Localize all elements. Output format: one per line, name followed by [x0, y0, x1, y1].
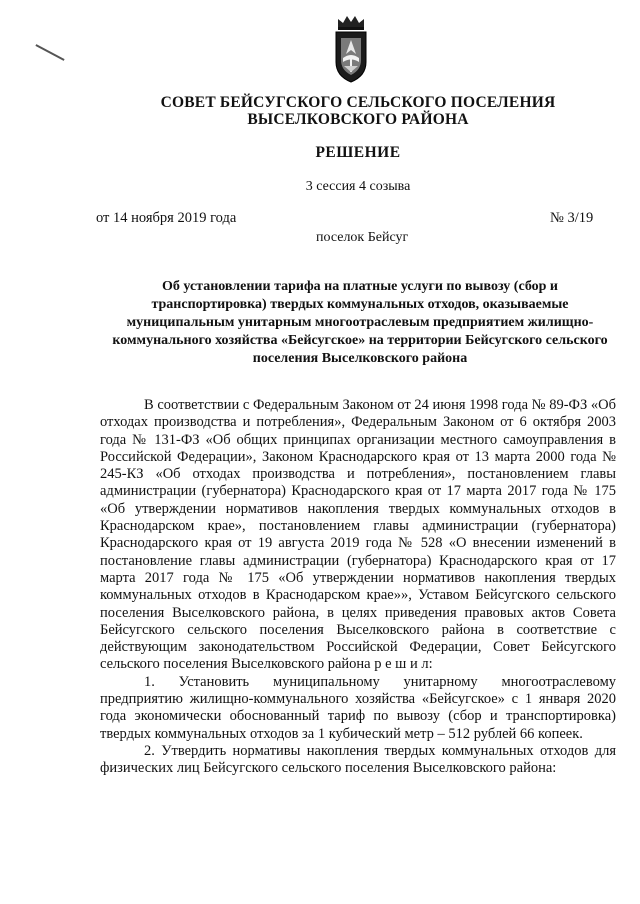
coat-of-arms-icon: [332, 14, 370, 84]
preamble-paragraph: В соответствии с Федеральным Законом от 24 июня 1998 года № 89-ФЗ «Об отходах производства и потребления», Федеральным Законом от 6 октября 2003 года № 131-ФЗ «Об общих принципах организации местного самоуправления в Российской Федерации», Законом Краснодарского края от 13 марта 2000 года № 245-КЗ «Об отходах производства и потребления», постановлением главы администрации (губернатора) Краснодарского края от 17 марта 2017 года № 175 «Об утверждении нормативов накопления твердых коммунальных отходов в Краснодарском крае», постановлением главы администрации (губернатора) Краснодарского края от 19 августа 2019 года № 528 «О внесении изменений в постановление главы администрации (губернатора) Краснодарского края от 17 марта 2017 года № 175 «Об утверждении нормативов накопления твердых коммунальных отходов в Краснодарском крае»», Уставом Бейсугского сельского поселения Выселковского района, в целях приведения правовых актов Совета Бейсугского сельского поселения Выселковского района в соответствие с действующим законодательством Российской Федерации, Совет Бейсугского сельского поселения Выселковского района р е ш и л:: [100, 397, 616, 673]
session-info: 3 сессия 4 созыва: [305, 179, 411, 194]
item-2-paragraph: 2. Утвердить нормативы накопления твердых коммунальных отходов для физических лиц Бейсугского сельского поселения Выселковского района:: [100, 742, 616, 777]
item-1-paragraph: 1. Установить муниципальному унитарному многоотраслевому предприятию жилищно-коммунального хозяйства «Бейсугское» с 1 января 2020 года экономически обоснованный тариф по вывозу (сбор и транспортировка) твердых коммунальных отходов за 1 кубический метр – 512 рублей 66 копеек.: [100, 673, 616, 742]
document-date: от 14 ноября 2019 года: [96, 210, 237, 226]
document-subject: Об установлении тарифа на платные услуги по вывозу (сбор и транспортировка) твердых коммунальных отходов, оказываемые муниципальным унитарным многоотраслевым предприятием жилищно-коммунального хозяйства «Бейсугское» на территории Бейсугского сельского поселения Выселковского района: [112, 279, 608, 366]
scan-mark: [36, 44, 65, 60]
document-place: поселок Бейсуг: [316, 230, 409, 245]
document-body: [100, 397, 616, 778]
document-type: РЕШЕНИЕ: [315, 144, 401, 161]
council-title: СОВЕТ БЕЙСУГСКОГО СЕЛЬСКОГО ПОСЕЛЕНИЯ ВЫСЕЛКОВСКОГО РАЙОНА: [160, 94, 556, 128]
document-number: № 3/19: [550, 210, 594, 226]
